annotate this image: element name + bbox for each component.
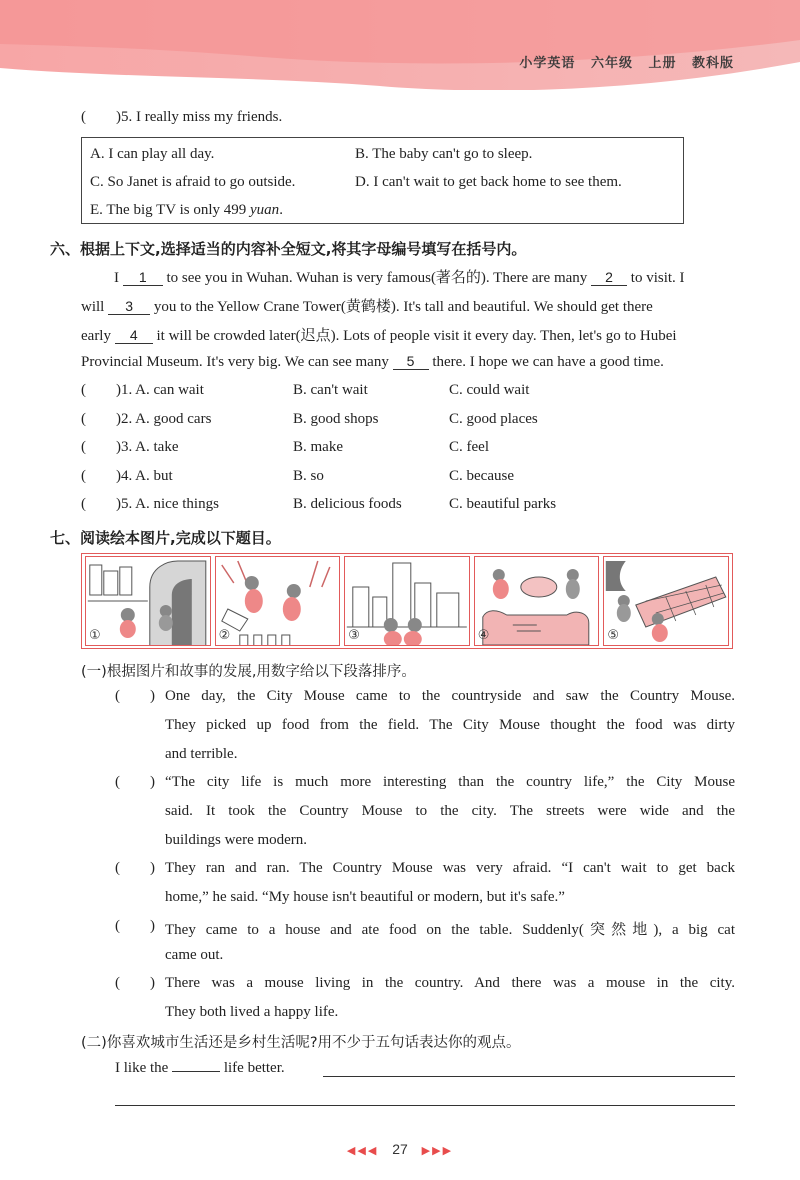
options-box [81,137,684,224]
blank-3[interactable]: 3 [108,298,150,315]
paragraph-line: said. It took the Country Mouse to the city. The streets were wide and the [165,803,735,819]
paragraph-line: home,” he said. “My house isn't beautiful or modern, but it's safe.” [165,889,565,905]
part-1-heading: (一)根据图片和故事的发展,用数字给以下段落排序。 [81,664,416,680]
option-b-text: B. delicious foods [293,496,402,512]
picture-1-illustration [86,557,210,645]
book-series-title: 小学英语 六年级 上册 教科版 [519,56,734,71]
option-c-text: C. feel [449,439,489,455]
order-paren[interactable]: ( ) [115,918,155,934]
writing-line-1[interactable] [323,1076,735,1077]
order-paren[interactable]: ( ) [115,688,155,704]
option-a-text: 4. A. but [121,467,173,484]
order-paren[interactable]: ( ) [115,774,155,790]
question-row [81,439,179,456]
paragraph-line: One day, the City Mouse came to the countryside and saw the Country Mouse. [165,688,735,704]
picture-strip [81,553,733,649]
order-paren[interactable]: ( ) [115,860,155,876]
part-2-heading: (二)你喜欢城市生活还是乡村生活呢?用不少于五句话表达你的观点。 [81,1035,521,1051]
option-c-text: C. because [449,467,514,484]
picture-number: ③ [348,628,360,643]
option-e [90,202,283,219]
paragraph-line: They picked up food from the field. The City Mouse thought the food was dirty [165,717,735,733]
picture-2-illustration [216,557,340,645]
answer-paren[interactable]: ( ) [81,382,121,398]
paragraph-line: buildings were modern. [165,832,308,848]
answer-paren-open: ( [81,109,86,125]
picture-3-illustration [345,557,469,645]
prev-arrows-icon: ◀◀◀ [346,1145,379,1157]
picture-number: ⑤ [607,628,620,643]
option-b-text: B. good shops [293,410,379,427]
picture-number: ② [218,628,231,643]
picture-2 [215,556,341,646]
paragraph-line: They came to a house and ate food on the table. Suddenly(突然地), a big cat [165,922,735,938]
answer-paren[interactable]: ( ) [81,467,121,484]
option-a-text: 1. A. can wait [121,382,204,398]
section-6-heading: 六、根据上下文,选择适当的内容补全短文,将其字母编号填写在括号内。 [50,240,527,258]
picture-number: ① [89,628,101,643]
city-or-country-blank[interactable] [172,1071,220,1072]
option-a-text: 3. A. take [121,439,179,455]
answer-paren-close: ) [116,109,121,125]
passage-text: I [114,270,119,286]
paragraph-line: They ran and ran. The Country Mouse was very afraid. “I can't wait to get back [165,860,735,876]
blank-4[interactable]: 4 [115,327,153,344]
passage-line-2 [81,295,653,316]
option-e-period: . [279,202,283,218]
option-d: D. I can't wait to get back home to see them. [355,174,622,190]
picture-5-illustration [604,557,728,645]
option-c-text: C. good places [449,410,538,427]
option-e-unit: yuan [250,202,280,218]
passage-text: early [81,328,111,344]
passage-text: it will be crowded later(迟点). Lots of people visit it every day. Then, let's go to Hubei [156,328,677,344]
question-5-line [81,109,282,126]
option-b: B. The baby can't go to sleep. [355,146,533,162]
question-5-text: 5. I really miss my friends. [121,109,283,125]
passage-line-1 [114,266,685,287]
question-row [81,411,211,428]
blank-5[interactable]: 5 [393,353,429,370]
passage-line-4 [81,353,664,371]
paragraph-line: “The city life is much more interesting than the country life,” the City Mouse [165,774,735,790]
passage-text: there. I hope we can have a good time. [432,354,664,370]
blank-1[interactable]: 1 [123,269,163,286]
question-row [81,496,219,513]
prompt-text: life better. [223,1060,285,1076]
passage-text: Provincial Museum. It's very big. We can see many [81,354,389,370]
option-b-text: B. can't wait [293,382,368,398]
option-b-text: B. so [293,467,324,484]
option-e-text: E. The big TV is only 499 [90,202,251,218]
passage-text: will [81,299,105,315]
option-a: A. I can play all day. [90,146,215,162]
answer-paren[interactable]: ( ) [81,496,121,512]
passage-line-3 [81,324,677,345]
option-c: C. So Janet is afraid to go outside. [90,174,296,190]
header-band [0,0,800,90]
picture-3 [344,556,470,646]
paragraph-line: There was a mouse living in the country. And there was a mouse in the city. [165,975,735,991]
picture-5 [603,556,729,646]
paragraph-line: came out. [165,947,224,963]
opinion-prompt [115,1060,285,1077]
picture-4-illustration [475,557,599,645]
paragraph-line: They both lived a happy life. [165,1004,339,1020]
order-paren[interactable]: ( ) [115,975,155,991]
question-row [81,382,204,399]
option-c-text: C. could wait [449,382,530,398]
passage-text: to visit. I [630,270,685,286]
answer-paren[interactable]: ( ) [81,410,121,427]
option-b-text: B. make [293,439,343,455]
picture-4 [474,556,600,646]
option-a-text: 2. A. good cars [121,410,212,427]
passage-text: you to the Yellow Crane Tower(黄鹤楼). It's tall and beautiful. We should get there [153,299,653,315]
next-arrows-icon: ▶▶▶ [421,1145,454,1157]
paragraph-line: and terrible. [165,746,238,762]
page-footer [0,1141,800,1157]
picture-1 [85,556,211,646]
writing-line-2[interactable] [115,1105,735,1106]
option-c-text: C. beautiful parks [449,496,557,512]
blank-2[interactable]: 2 [591,269,627,286]
question-row [81,468,173,485]
answer-paren[interactable]: ( ) [81,439,121,455]
section-7-heading: 七、阅读绘本图片,完成以下题目。 [50,529,281,547]
option-a-text: 5. A. nice things [121,496,219,512]
page-number: 27 [392,1141,408,1157]
passage-text: to see you in Wuhan. Wuhan is very famous(著名的). There are many [166,270,588,286]
prompt-text: I like the [115,1060,169,1076]
picture-number: ④ [477,628,490,643]
